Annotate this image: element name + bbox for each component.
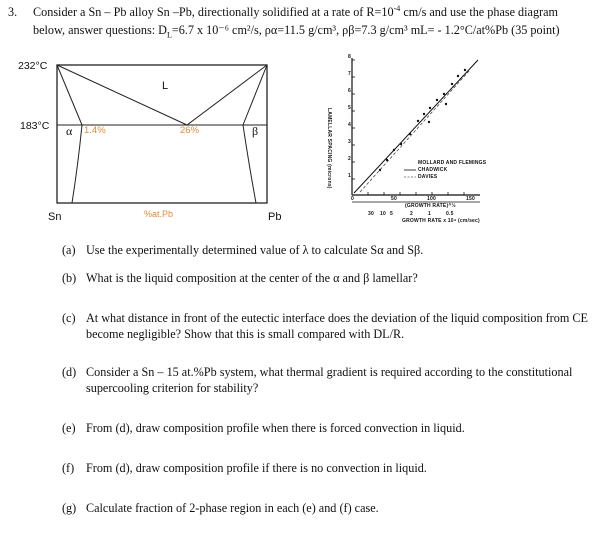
eutectic-composition: 26% <box>180 125 200 136</box>
graph-x-title-bottom: GROWTH RATE x 10⁴ (cm/sec) <box>402 218 480 224</box>
question-b-label: (b) <box>62 271 77 285</box>
question-g-label: (g) <box>62 501 77 515</box>
question-c-text: At what distance in front of the eutectic interface does the deviation of the liquid composition from CE <box>86 311 588 325</box>
x-tick-top: 0 <box>351 196 354 202</box>
legend-mollard: MOLLARD AND FLEMINGS <box>418 160 487 166</box>
y-tick: 8 <box>348 54 351 60</box>
beta-label: β <box>252 124 259 138</box>
y-tick: 4 <box>348 122 351 128</box>
problem-line-2: below, answer questions: $D_L=6.7$ x 10⁻⁶ cm²/s, ρα=11.5 g/cm³, ρβ=7.3 g/cm³ mL= - 1.2°C/at%Pb (35 point) <box>33 23 560 40</box>
x-tick-bottom: 2 <box>410 211 413 217</box>
pb-label: Pb <box>268 211 282 223</box>
problem-number: 3. <box>8 5 18 19</box>
x-axis-label: %at.Pb <box>144 209 174 219</box>
y-tick: 1 <box>348 173 351 179</box>
fit-line <box>354 60 478 193</box>
question-f-label: (f) <box>62 461 75 475</box>
x-tick-bottom: 1 <box>428 211 431 217</box>
y-tick: 5 <box>348 105 351 111</box>
x-tick-top: 100 <box>427 196 436 202</box>
question-a-text: Use the experimentally determined value of λ to calculate Sα and Sβ. <box>86 243 424 257</box>
question-e-text: From (d), draw composition profile when there is forced convection in liquid. <box>86 421 465 435</box>
alpha-label: α <box>66 124 73 138</box>
question-c-label: (c) <box>62 311 76 325</box>
problem-line-1: Consider a Sn – Pb alloy Sn –Pb, directionally solidified at a rate of $R=10^{-4}$ cm/s and use the phase diagram <box>33 3 558 19</box>
question-b-text: What is the liquid composition at the center of the α and β lamellar? <box>86 271 418 285</box>
x-tick-bottom: 5 <box>390 211 393 217</box>
y-tick: 3 <box>348 139 351 145</box>
x-tick-bottom: 10 <box>380 211 386 217</box>
temp-eutectic-label: 183°C <box>20 120 50 132</box>
y-tick: 7 <box>348 71 351 77</box>
x-tick-bottom: 0.5 <box>446 211 454 217</box>
x-tick-top: 150 <box>466 196 475 202</box>
x-tick-top: 50 <box>391 196 397 202</box>
question-a-label: (a) <box>62 243 76 257</box>
legend-davies: DAVIES <box>418 174 438 180</box>
question-e-label: (e) <box>62 421 76 435</box>
sn-label: Sn <box>48 211 62 223</box>
liquid-region-label: L <box>162 80 169 92</box>
question-d-text: Consider a Sn – 15 at.%Pb system, what thermal gradient is required according to the constitutional <box>86 365 573 379</box>
graph-x-title-top: (GROWTH RATE)^½ <box>405 203 456 209</box>
davies-line <box>360 70 470 192</box>
question-d-text-2: supercooling criterion for stability? <box>86 381 259 395</box>
legend-chadwick: CHADWICK <box>418 167 448 173</box>
question-d-label: (d) <box>62 365 77 379</box>
question-f-text: From (d), draw composition profile if there is no convection in liquid. <box>86 461 427 475</box>
alpha-composition: 1.4% <box>84 125 106 136</box>
y-tick: 2 <box>348 156 351 162</box>
graph-y-title: LAMELLAR SPACING (microns) <box>326 108 332 189</box>
question-g-text: Calculate fraction of 2-phase region in each (e) and (f) case. <box>86 501 379 515</box>
y-tick: 6 <box>348 88 351 94</box>
temp-top-label: 232°C <box>18 60 48 72</box>
x-tick-bottom: 30 <box>368 211 374 217</box>
question-c-text-2: become negligible? Show that this is small compared with DL/R. <box>86 327 405 341</box>
